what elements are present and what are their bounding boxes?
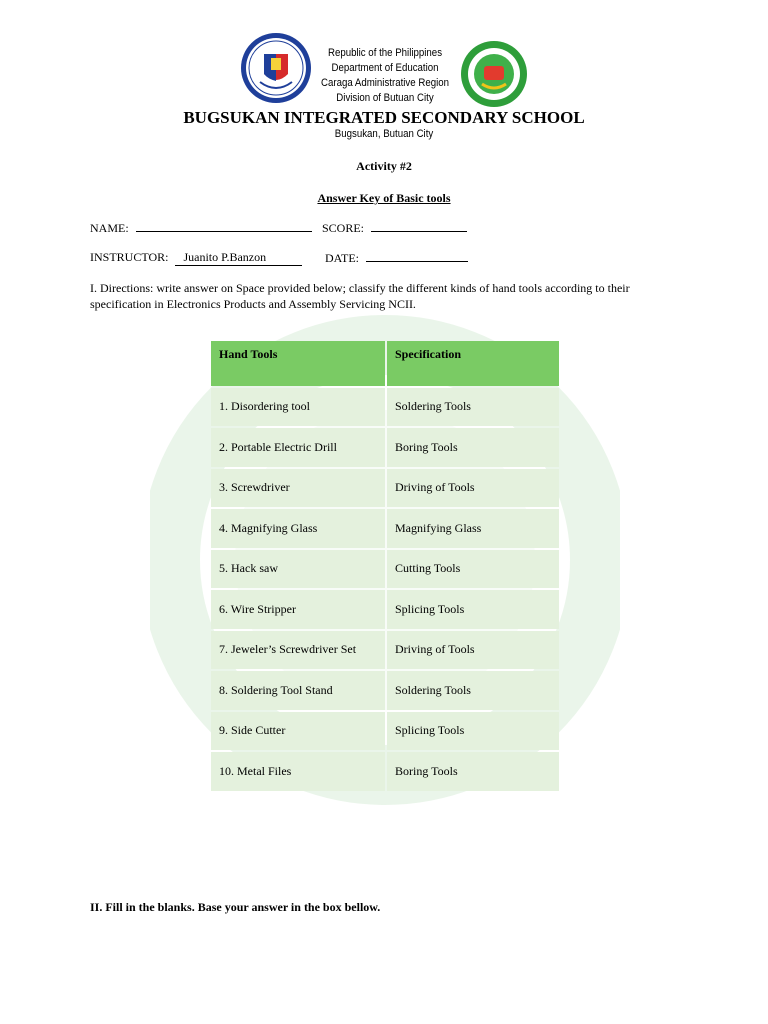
table-header-row <box>211 341 559 386</box>
spec-cell: Driving of Tools <box>387 631 559 670</box>
name-label: NAME: <box>90 221 129 235</box>
score-field-row <box>322 220 467 236</box>
school-name: BUGSUKAN INTEGRATED SECONDARY SCHOOL <box>183 108 585 127</box>
date-blank[interactable] <box>366 250 468 262</box>
directions-text: I. Directions: write answer on Space provided below; classify the different kinds of hand tools according to their specification in Electronics Products and Assembly Servicing NCII. <box>90 281 630 311</box>
tool-cell: 1. Disordering tool <box>211 388 385 427</box>
school-address: Bugsukan, Butuan City <box>334 128 434 140</box>
table-row <box>211 671 559 710</box>
answer-key-title <box>0 191 768 206</box>
spec-cell: Splicing Tools <box>387 590 559 629</box>
instructor-value: Juanito P.Banzon <box>175 250 302 266</box>
school-seal-logo <box>460 40 528 108</box>
table-row <box>211 509 559 548</box>
table-row <box>211 712 559 751</box>
date-field-row <box>325 250 468 266</box>
table-row <box>211 428 559 467</box>
instructor-field-row <box>90 250 302 266</box>
tool-cell: 2. Portable Electric Drill <box>211 428 385 467</box>
name-blank[interactable] <box>136 220 312 232</box>
tool-cell: 8. Soldering Tool Stand <box>211 671 385 710</box>
activity-title: Activity #2 <box>356 159 412 173</box>
name-field-row <box>90 220 312 236</box>
table-row <box>211 590 559 629</box>
header-line: Caraga Administrative Region <box>320 77 450 89</box>
table-row <box>211 752 559 791</box>
tool-cell: 7. Jeweler’s Screwdriver Set <box>211 631 385 670</box>
instructor-label: INSTRUCTOR: <box>90 250 169 264</box>
tool-cell: 9. Side Cutter <box>211 712 385 751</box>
table-row <box>211 631 559 670</box>
column-header-specification: Specification <box>387 341 559 386</box>
spec-cell: Soldering Tools <box>387 388 559 427</box>
spec-cell: Cutting Tools <box>387 550 559 589</box>
tool-cell: 6. Wire Stripper <box>211 590 385 629</box>
header-agency-lines <box>310 46 460 106</box>
score-label: SCORE: <box>322 221 365 235</box>
header-line: Department of Education <box>331 62 439 74</box>
column-header-hand-tools: Hand Tools <box>211 341 385 386</box>
spec-cell: Magnifying Glass <box>387 509 559 548</box>
spec-cell: Driving of Tools <box>387 469 559 508</box>
spec-cell: Splicing Tools <box>387 712 559 751</box>
hand-tools-table <box>209 339 561 793</box>
table-row <box>211 550 559 589</box>
spec-cell: Boring Tools <box>387 752 559 791</box>
spec-cell: Boring Tools <box>387 428 559 467</box>
header-line: Republic of the Philippines <box>327 47 443 59</box>
tool-cell: 10. Metal Files <box>211 752 385 791</box>
table-row <box>211 388 559 427</box>
score-blank[interactable] <box>371 220 467 232</box>
tool-cell: 3. Screwdriver <box>211 469 385 508</box>
section-two-instructions: II. Fill in the blanks. Base your answer in the box bellow. <box>90 900 381 914</box>
answer-key-title-text: Answer Key of Basic tools <box>317 191 451 205</box>
header-line: Division of Butuan City <box>336 92 434 104</box>
date-label: DATE: <box>325 251 359 265</box>
deped-seal-logo <box>240 32 312 104</box>
tool-cell: 4. Magnifying Glass <box>211 509 385 548</box>
spec-cell: Soldering Tools <box>387 671 559 710</box>
table-row <box>211 469 559 508</box>
tool-cell: 5. Hack saw <box>211 550 385 589</box>
